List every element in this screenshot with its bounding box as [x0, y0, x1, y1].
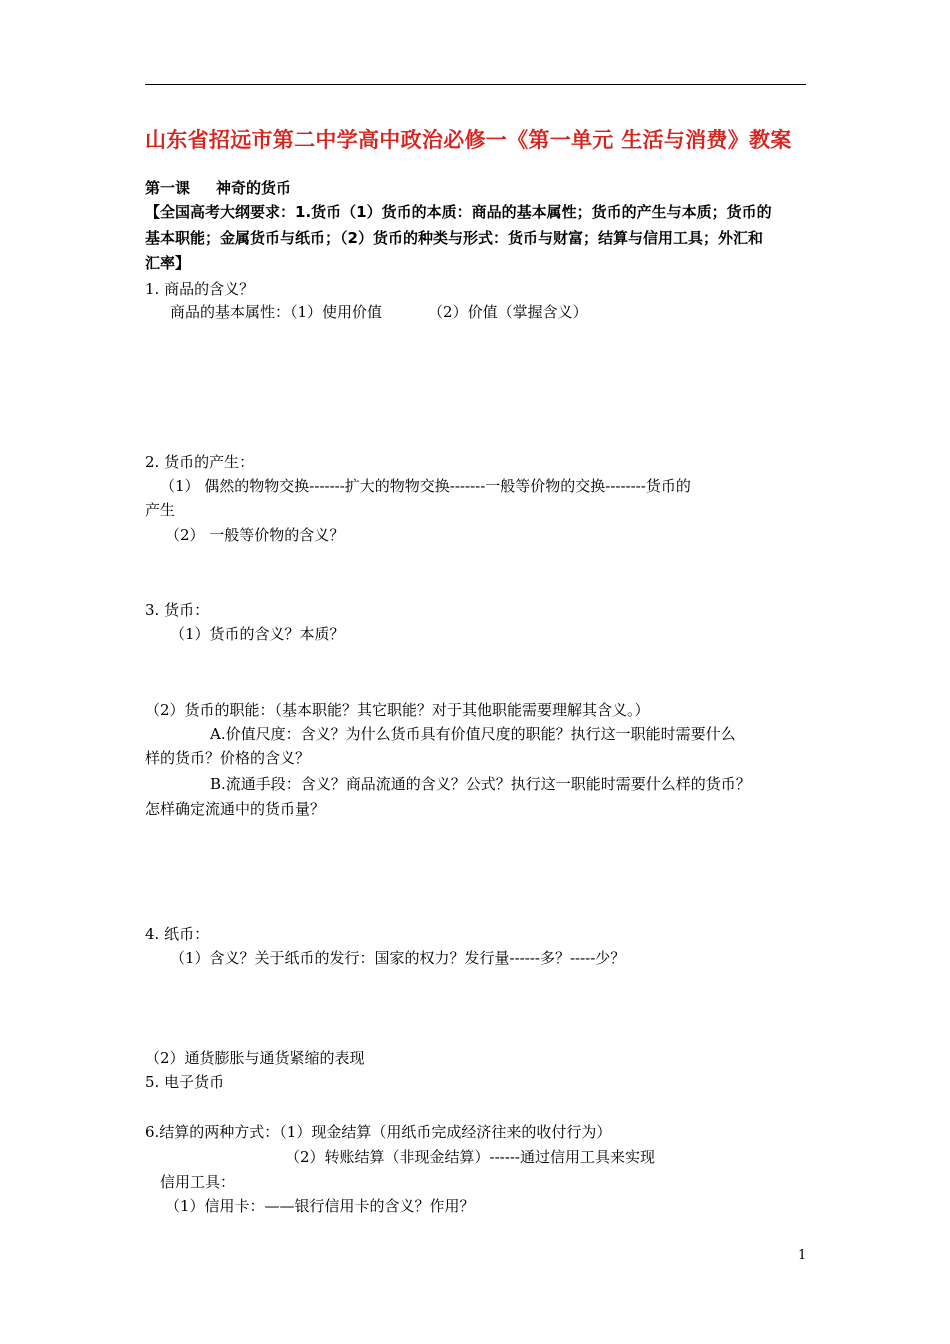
section-4-item-2: （2）通货膨胀与通货紧缩的表现: [145, 1049, 365, 1067]
requirements-line-1: 【全国高考大纲要求：1.货币（1）货币的本质：商品的基本属性；货币的产生与本质；货币的: [145, 203, 772, 221]
lesson-number: 第一课: [145, 179, 191, 197]
section-3-item-1: （1）货币的含义？本质？: [170, 625, 345, 643]
function-b-line-2: 怎样确定流通中的货币量？: [145, 800, 326, 818]
function-b-line-1: B.流通手段：含义？商品流通的含义？公式？执行这一职能时需要什么样的货币？: [210, 775, 751, 793]
section-1-attributes: [170, 302, 588, 322]
function-a-line-1: A.价值尺度：含义？为什么货币具有价值尺度的职能？执行这一职能时需要什么: [210, 725, 736, 743]
requirements-line-3: 汇率】: [145, 254, 191, 272]
attribute-value: （2）价值（掌握含义）: [428, 303, 588, 321]
section-2-item-1-cont: 产生: [145, 501, 176, 519]
section-3-heading: 3. 货币：: [145, 601, 210, 619]
section-2-item-1: （1） 偶然的物物交换-------扩大的物物交换-------一般等价物的交换--------货币的: [160, 477, 691, 495]
function-a-line-2: 样的货币？价格的含义？: [145, 749, 311, 767]
lesson-heading: [145, 178, 291, 198]
section-2-item-2: （2） 一般等价物的含义？: [165, 526, 345, 544]
document-title: 山东省招远市第二中学高中政治必修一《第一单元 生活与消费》教案: [145, 128, 792, 152]
section-6-item-2: （2）转账结算（非现金结算）------通过信用工具来实现: [285, 1148, 655, 1166]
section-1-heading: 1. 商品的含义？: [145, 280, 255, 298]
section-3-item-2: （2）货币的职能：（基本职能？其它职能？对于其他职能需要理解其含义。）: [145, 701, 650, 719]
section-4-heading: 4. 纸币：: [145, 925, 210, 943]
page-number: 1: [798, 1248, 807, 1263]
credit-tools-label: 信用工具：: [160, 1173, 236, 1191]
attribute-use-value: 商品的基本属性：（1）使用价值: [170, 303, 383, 321]
requirements-line-2: 基本职能；金属货币与纸币；（2）货币的种类与形式：货币与财富；结算与信用工具；外汇和: [145, 229, 763, 247]
section-6-heading: 6.结算的两种方式：（1）现金结算（用纸币完成经济往来的收付行为）: [145, 1123, 612, 1141]
section-2-heading: 2. 货币的产生：: [145, 453, 255, 471]
section-4-item-1: （1）含义？关于纸币的发行：国家的权力？发行量------多？-----少？: [170, 949, 626, 967]
credit-tool-1: （1）信用卡：——银行信用卡的含义？作用？: [165, 1197, 475, 1215]
section-5-heading: 5. 电子货币: [145, 1073, 225, 1091]
header-rule: [145, 84, 806, 85]
lesson-name: 神奇的货币: [216, 179, 292, 197]
